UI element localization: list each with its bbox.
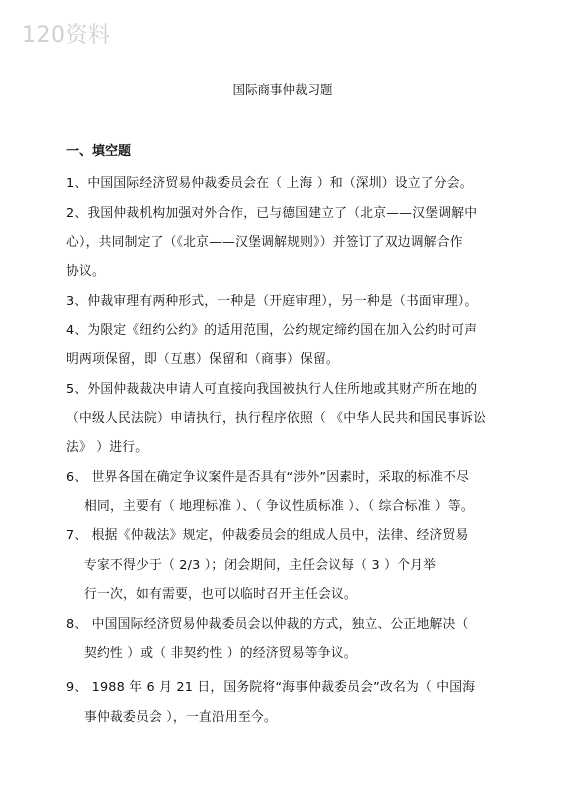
question-5-line-3: 法》 ）进行。 bbox=[66, 440, 149, 455]
question-7-line-3: 行一次，如有需要，也可以临时召开主任会议。 bbox=[84, 587, 357, 602]
question-6-line-1: 6、 世界各国在确定争议案件是否具有“涉外”因素时，采取的标准不尽 bbox=[66, 470, 470, 485]
question-1-line-1: 1、中国国际经济贸易仲裁委员会在（ 上海 ）和（深圳）设立了分会。 bbox=[66, 176, 473, 191]
question-9-line-1: 9、 1988 年 6 月 21 日，国务院将“海事仲裁委员会”改名为（ 中国海 bbox=[66, 680, 476, 695]
question-5-line-2: （中级人民法院）申请执行，执行程序依照（ 《中华人民共和国民事诉讼 bbox=[66, 411, 487, 426]
question-4-line-1: 4、为限定《纽约公约》的适用范围，公约规定缔约国在加入公约时可声 bbox=[66, 323, 478, 338]
question-6-line-2: 相同，主要有（ 地理标准 ）、（ 争议性质标准 ）、（ 综合标准 ）等。 bbox=[84, 499, 474, 514]
question-8-line-2: 契约性 ）或（ 非契约性 ）的经济贸易等争议。 bbox=[84, 646, 357, 661]
question-2-line-3: 协议。 bbox=[66, 264, 105, 279]
watermark-logo: 120资料 bbox=[22, 23, 111, 48]
document-title: 国际商事仲裁习题 bbox=[232, 82, 333, 97]
question-7-line-1: 7、 根据《仲裁法》规定，仲裁委员会的组成人员中，法律、经济贸易 bbox=[66, 528, 469, 543]
section-heading: 一、填空题 bbox=[66, 144, 132, 159]
question-5-line-1: 5、外国仲裁裁决申请人可直接向我国被执行人住所地或其财产所在地的 bbox=[66, 382, 478, 397]
question-7-line-2: 专家不得少于（ 2/3 ）；闭会期间，主任会议每（ 3 ）个月举 bbox=[84, 558, 437, 573]
question-9-line-2: 事仲裁委员会 ），一直沿用至今。 bbox=[84, 710, 277, 725]
question-2-line-2: 心），共同制定了（《北京——汉堡调解规则》）并签订了双边调解合作 bbox=[66, 235, 463, 250]
question-2-line-1: 2、我国仲裁机构加强对外合作，已与德国建立了（北京——汉堡调解中 bbox=[66, 206, 478, 221]
question-8-line-1: 8、 中国国际经济贸易仲裁委员会以仲裁的方式，独立、公正地解决（ bbox=[66, 617, 469, 632]
question-3-line-1: 3、仲裁审理有两种形式，一种是（开庭审理），另一种是（书面审理）。 bbox=[66, 294, 478, 309]
question-4-line-2: 明两项保留，即（互惠）保留和（商事）保留。 bbox=[66, 352, 339, 367]
